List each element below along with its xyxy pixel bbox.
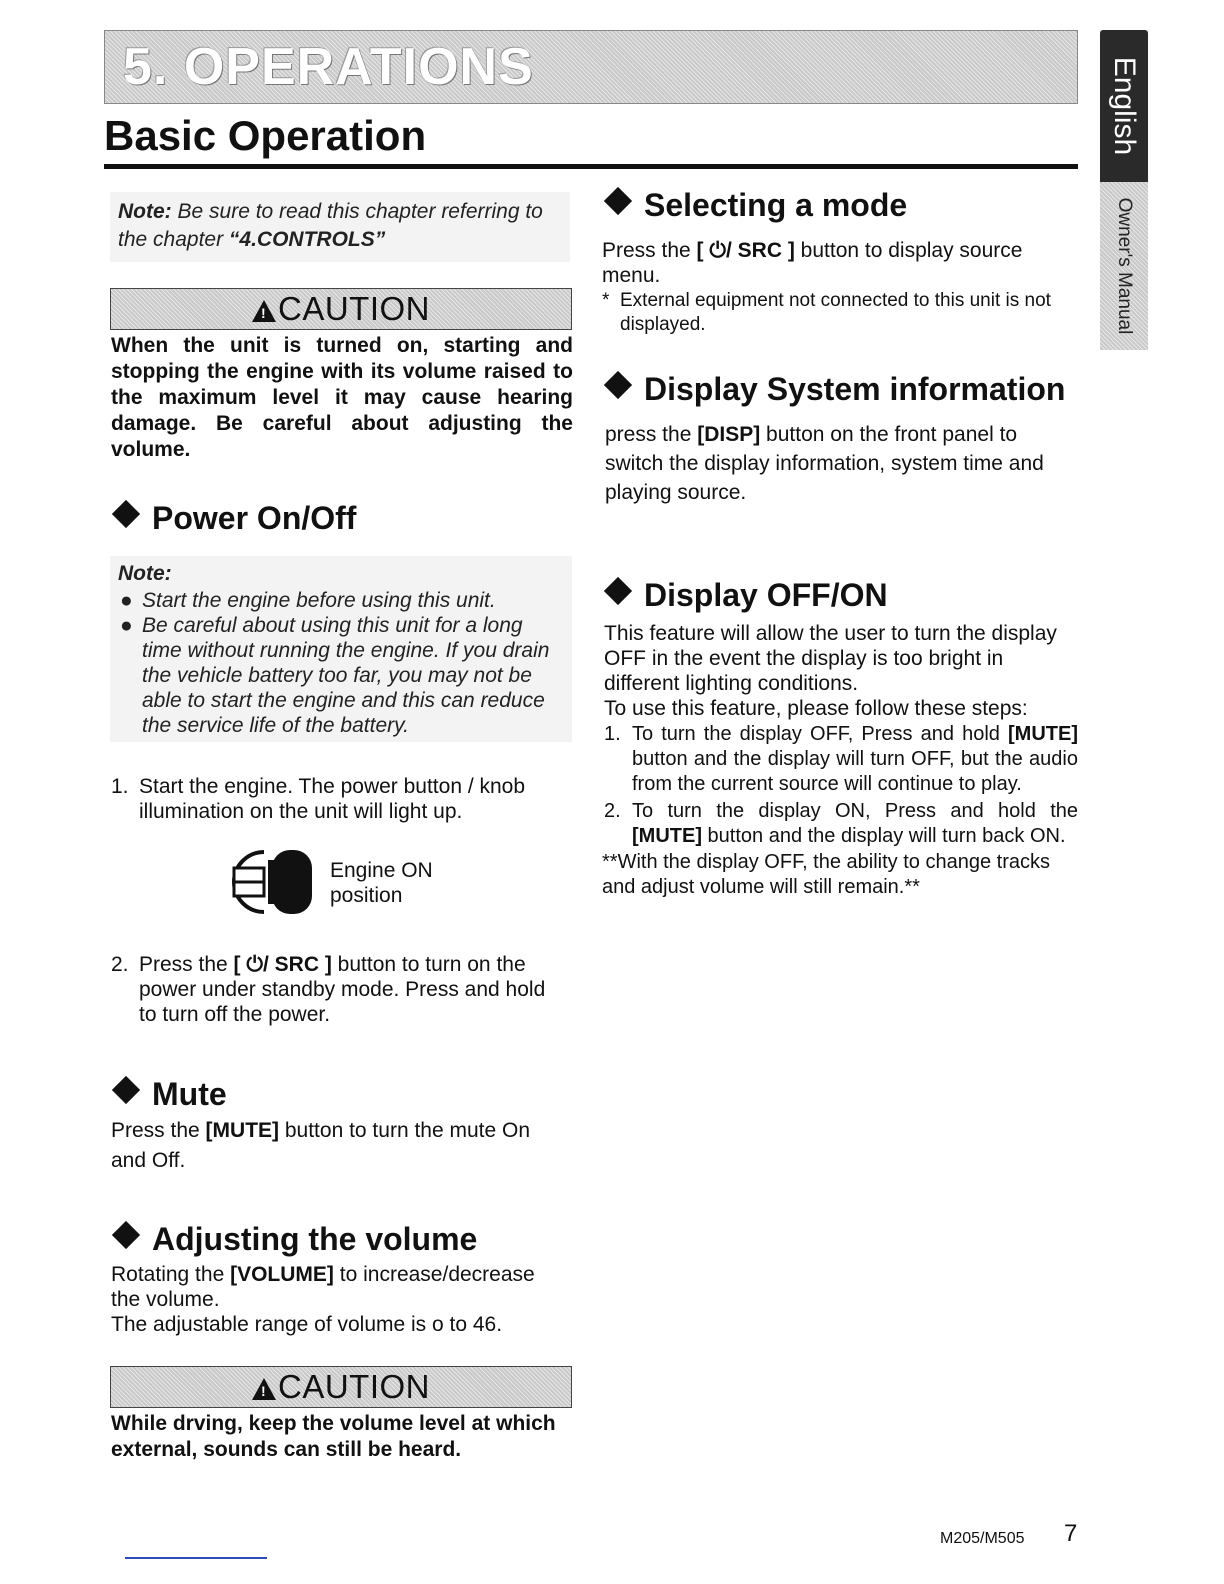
page-number: 7 (1064, 1520, 1078, 1547)
display-step-1 (604, 722, 1078, 797)
mode-text-post: button to display source menu. (602, 239, 1023, 287)
engine-label-line2: position (330, 884, 403, 907)
note-label: Note: (118, 200, 172, 223)
display-intro (604, 621, 1076, 721)
diamond-bullet-icon (112, 1076, 140, 1104)
footer-rule (125, 1557, 267, 1559)
note-text: Be sure to read this chapter referring to the chapter (118, 200, 543, 251)
step-text (139, 952, 561, 1027)
sysinfo-text (605, 420, 1065, 507)
note-ref: “4.CONTROLS” (228, 228, 386, 251)
mode-text (602, 238, 1052, 288)
step-text (632, 799, 1078, 849)
diamond-bullet-icon (604, 187, 632, 215)
sysinfo-text-pre: press the (605, 423, 698, 446)
diamond-bullet-icon (112, 500, 140, 528)
warning-icon (252, 300, 276, 322)
power-note (110, 556, 572, 742)
mute-button-ref: [MUTE] (205, 1119, 280, 1142)
diamond-bullet-icon (604, 577, 632, 605)
volume-text-pre: Rotating the (111, 1263, 231, 1286)
src-button-ref: [ ⏻/ SRC ] (233, 953, 332, 976)
mode-title-text: Selecting a mode (644, 187, 908, 223)
volume-range-text: The adjustable range of volume is o to 46. (111, 1313, 503, 1336)
mute-text-pre: Press the (111, 1119, 206, 1142)
power-step-2 (111, 952, 561, 1027)
disp-button-ref: [DISP] (697, 423, 761, 446)
step-number: 1. (111, 775, 129, 798)
diamond-bullet-icon (112, 1221, 140, 1249)
sysinfo-title-text: Display System information (644, 371, 1066, 407)
power-title-text: Power On/Off (152, 500, 357, 536)
step-text-pre: To turn the display OFF, Press and hold (632, 723, 1009, 745)
display-step-2 (604, 799, 1078, 849)
volume-text-post: to increase/decrease the volume. (111, 1263, 535, 1311)
step-text-post: button and the display will turn OFF, but the audio from the current source will continue to play. (632, 748, 1078, 795)
src-button-ref: [ ⏻/ SRC ] (696, 239, 795, 262)
display-footnote: **With the display OFF, the ability to change tracks and adjust volume will still remain.** (602, 851, 1050, 898)
language-tab (1100, 30, 1148, 182)
caution-banner-2 (110, 1366, 572, 1408)
section-mode-title (602, 187, 907, 224)
asterisk-mark: * (602, 290, 610, 311)
engine-on-label (330, 858, 433, 908)
bullet-dot-icon: ● (120, 589, 133, 612)
mute-button-ref: [MUTE] (1008, 723, 1078, 745)
diamond-bullet-icon (604, 371, 632, 399)
step-number: 2. (604, 800, 621, 822)
step-number: 2. (111, 953, 129, 976)
step-text-pre: Press the (139, 953, 234, 976)
model-number: M205/M505 (940, 1530, 1025, 1547)
step-text-post: button and the display will turn back ON. (701, 825, 1066, 847)
section-display-title (602, 577, 888, 614)
display-intro-text: This feature will allow the user to turn the display OFF in the event the display is too bright in different lighting conditions. (604, 622, 1057, 695)
mute-text-post: button to turn the mute On and Off. (111, 1119, 531, 1172)
power-note-bullet-1-text: Start the engine before using this unit. (142, 589, 496, 612)
volume-title-text: Adjusting the volume (152, 1221, 478, 1257)
engine-label-line1: Engine ON (330, 859, 433, 882)
volume-text (111, 1262, 561, 1337)
step-text-pre: To turn the display ON, Press and hold the (632, 800, 1078, 822)
chapter-title: 5. OPERATIONS (123, 38, 534, 96)
step-text (632, 722, 1078, 797)
language-tab-label: English (1108, 56, 1141, 156)
power-note-bullet-1 (118, 588, 564, 613)
mode-footnote-text: External equipment not connected to this unit is not displayed. (620, 290, 1051, 335)
ignition-key-icon (212, 846, 322, 918)
mute-title-text: Mute (152, 1076, 227, 1112)
step-text: Start the engine. The power button / knob illumination on the unit will light up. (139, 775, 526, 823)
section-mute-title (110, 1076, 227, 1113)
chapter-note (110, 192, 570, 262)
manual-tab (1100, 182, 1148, 350)
power-note-bullet-2-text: Be careful about using this unit for a long time without running the engine. If you drain the vehicle battery too far, you may not be able to start the engine and this can reduce the service life of the battery. (142, 614, 550, 737)
caution-text-2: While drving, keep the volume level at which external, sounds can still be heard. (111, 1412, 556, 1461)
power-note-bullet-2 (118, 613, 564, 738)
page-title: Basic Operation (104, 112, 427, 159)
power-note-label: Note: (118, 562, 172, 585)
caution-label-1: CAUTION (278, 290, 430, 327)
bullet-dot-icon: ● (120, 614, 133, 637)
chapter-banner (104, 30, 1078, 104)
mute-text (111, 1116, 561, 1176)
warning-icon (252, 1378, 276, 1400)
manual-tab-label: Owner's Manual (1114, 197, 1135, 335)
display-intro-steps: To use this feature, please follow these steps: (604, 697, 1028, 720)
section-power-title (110, 500, 356, 537)
step-number: 1. (604, 723, 621, 745)
section-volume-title (110, 1221, 477, 1258)
mute-button-ref: [MUTE] (632, 825, 702, 847)
step-text-post: button to turn on the power under standby mode. Press and hold to turn off the power. (139, 953, 546, 1026)
volume-text-line (111, 1262, 561, 1312)
mode-text-pre: Press the (602, 239, 697, 262)
caution-label-2: CAUTION (278, 1368, 430, 1405)
sysinfo-text-post: button on the front panel to switch the display information, system time and playing source. (605, 423, 1044, 504)
mode-footnote (602, 289, 1062, 337)
power-step-1 (111, 774, 551, 824)
heading-divider (104, 164, 1078, 169)
caution-banner-1 (110, 288, 572, 330)
volume-button-ref: [VOLUME] (230, 1263, 334, 1286)
display-title-text: Display OFF/ON (644, 577, 888, 613)
caution-text-1: When the unit is turned on, starting and stopping the engine with its volume raised to the maximum level it may cause hearing damage. Be careful about adjusting the volume. (111, 334, 573, 461)
section-sysinfo-title (602, 371, 1065, 408)
